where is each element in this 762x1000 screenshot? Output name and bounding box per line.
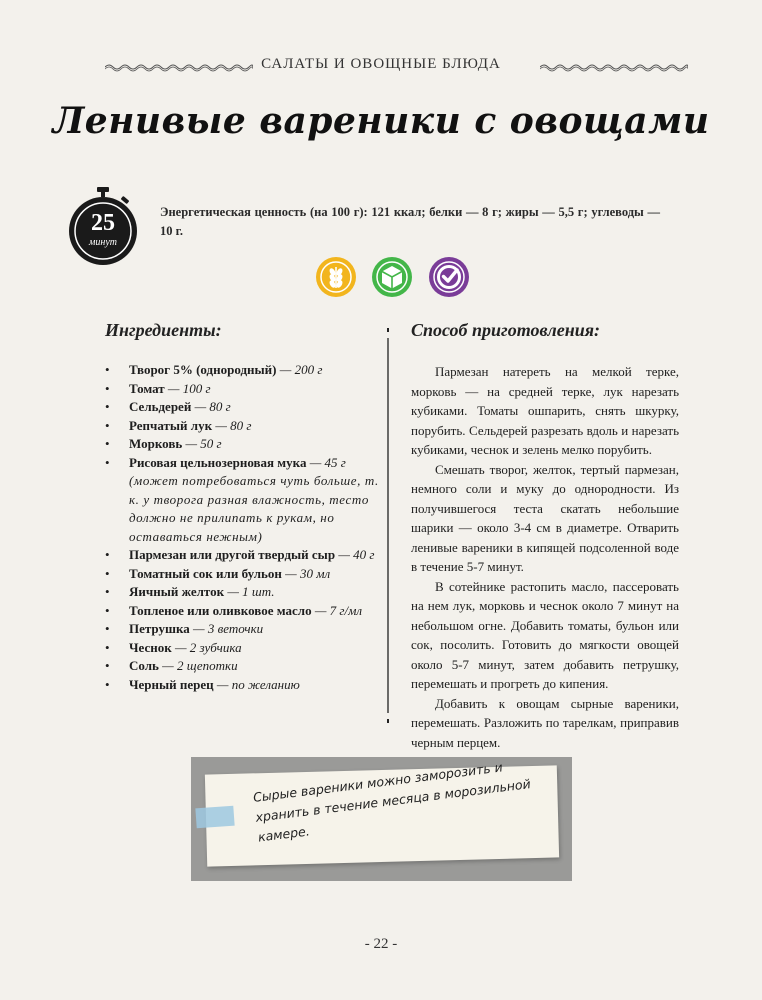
ingredient-amount: — 100 г bbox=[167, 380, 211, 396]
ingredients-heading: Ингредиенты: bbox=[105, 320, 222, 340]
ingredient-name: Яичный желток bbox=[129, 584, 225, 599]
method-paragraph: В сотейнике растопить масло, пассеровать на нем лук, морковь и чеснок около 7 минут на небольшом огне. Добавить томаты, бульон или сок, посолить. Готовить до мягкости овощей около 5-7 минут, затем добавить петрушку, перемешать и прогреть до кипения. bbox=[411, 578, 679, 691]
note-text: Сырые вареники можно заморозить и хранить в течение месяца в морозильной камере. bbox=[252, 759, 532, 845]
cube-icon bbox=[371, 256, 413, 298]
ingredient-amount: — по желанию bbox=[216, 676, 300, 692]
list-item bbox=[105, 620, 385, 639]
ingredient-amount: — 40 г bbox=[338, 547, 375, 562]
ingredient-amount: — 7 г/мл bbox=[314, 602, 363, 618]
ingredient-amount: — 80 г bbox=[215, 417, 252, 433]
ingredient-name: Сельдерей bbox=[129, 399, 192, 414]
list-item bbox=[105, 361, 385, 380]
ingredient-name: Пармезан или другой твердый сыр bbox=[129, 547, 336, 562]
ingredient-name: Петрушка bbox=[129, 621, 190, 636]
checkmark-icon bbox=[428, 256, 470, 298]
ingredient-name: Репчатый лук bbox=[129, 417, 213, 433]
ingredient-name: Чеснок bbox=[129, 639, 172, 655]
ingredients-list bbox=[105, 361, 385, 694]
list-item bbox=[105, 454, 385, 547]
list-item bbox=[105, 657, 385, 676]
section-header bbox=[0, 56, 762, 78]
recipe-title: Ленивые вареники с овощами bbox=[52, 100, 710, 142]
ingredient-name: Топленое или оливковое масло bbox=[129, 602, 312, 618]
ingredient-amount: — 50 г bbox=[185, 436, 222, 451]
list-item bbox=[105, 583, 385, 602]
ingredient-amount: — 3 веточки bbox=[193, 621, 264, 636]
timer-unit: минут bbox=[88, 237, 117, 248]
ingredient-name: Соль bbox=[129, 658, 159, 673]
list-item bbox=[105, 380, 385, 399]
column-divider bbox=[385, 328, 391, 723]
ingredient-name: Томатный сок или бульон bbox=[129, 565, 282, 581]
ingredient-amount: — 2 щепотки bbox=[162, 658, 238, 673]
method-paragraph: Пармезан натереть на мелкой терке, морковь — на средней терке, лук нарезать кубиками. Томаты ошпарить, снять шкурку, порубить. Сельдерей разрезать вдоль и нарезать кубиками, чеснок и зелень мелко порубить. bbox=[411, 364, 679, 457]
ingredient-name: Творог 5% (однородный) bbox=[129, 362, 277, 377]
list-item bbox=[105, 639, 385, 658]
list-item bbox=[105, 435, 385, 454]
timer-number: 25 bbox=[91, 210, 115, 236]
ingredient-amount: — 30 мл bbox=[285, 565, 331, 581]
list-item bbox=[105, 398, 385, 417]
tape-strip bbox=[195, 806, 234, 829]
page-number: - 22 - bbox=[364, 936, 398, 952]
ingredient-name: Черный перец bbox=[129, 676, 214, 692]
method-paragraph: Смешать творог, желток, тертый пармезан, немного соли и муку до однородности. Из получившегося теста скатать небольшие шарики — около 3-4 см в диаметре. Отварить ленивые вареники в кипящей подсоленной воде в течение 5-7 минут. bbox=[411, 461, 679, 574]
ingredient-amount: — 80 г bbox=[194, 399, 231, 414]
ingredient-name: Морковь bbox=[129, 436, 183, 451]
ingredient-name: Томат bbox=[129, 380, 165, 396]
method-text bbox=[411, 362, 679, 752]
ingredient-amount: — 1 шт. bbox=[227, 584, 275, 599]
wheat-icon bbox=[315, 256, 357, 298]
energy-value-text: Энергетическая ценность (на 100 г): 121 ккал; белки — 8 г; жиры — 5,5 г; углеводы — 10 г. bbox=[160, 205, 660, 238]
ingredient-amount: — 2 зубчика bbox=[174, 639, 242, 655]
method-heading: Способ приготовления: bbox=[411, 320, 601, 340]
method-paragraph: Добавить к овощам сырные вареники, перемешать. Разложить по тарелкам, приправив черным перцем. bbox=[411, 695, 679, 750]
wave-ornament-right bbox=[540, 62, 688, 72]
list-item bbox=[105, 602, 385, 621]
ingredient-name: Рисовая цельнозерновая мука bbox=[129, 454, 307, 470]
ingredient-note: (может потребоваться чуть больше, т. к. у творога разная влажность, тесто должно не прилипать к рукам, но оставаться нежным) bbox=[129, 473, 379, 544]
list-item bbox=[105, 546, 385, 565]
ingredient-amount: — 45 г bbox=[309, 454, 346, 470]
section-title: САЛАТЫ И ОВОЩНЫЕ БЛЮДА bbox=[261, 56, 501, 72]
ingredient-amount: — 200 г bbox=[279, 362, 323, 377]
list-item bbox=[105, 676, 385, 695]
list-item bbox=[105, 565, 385, 584]
list-item bbox=[105, 417, 385, 436]
